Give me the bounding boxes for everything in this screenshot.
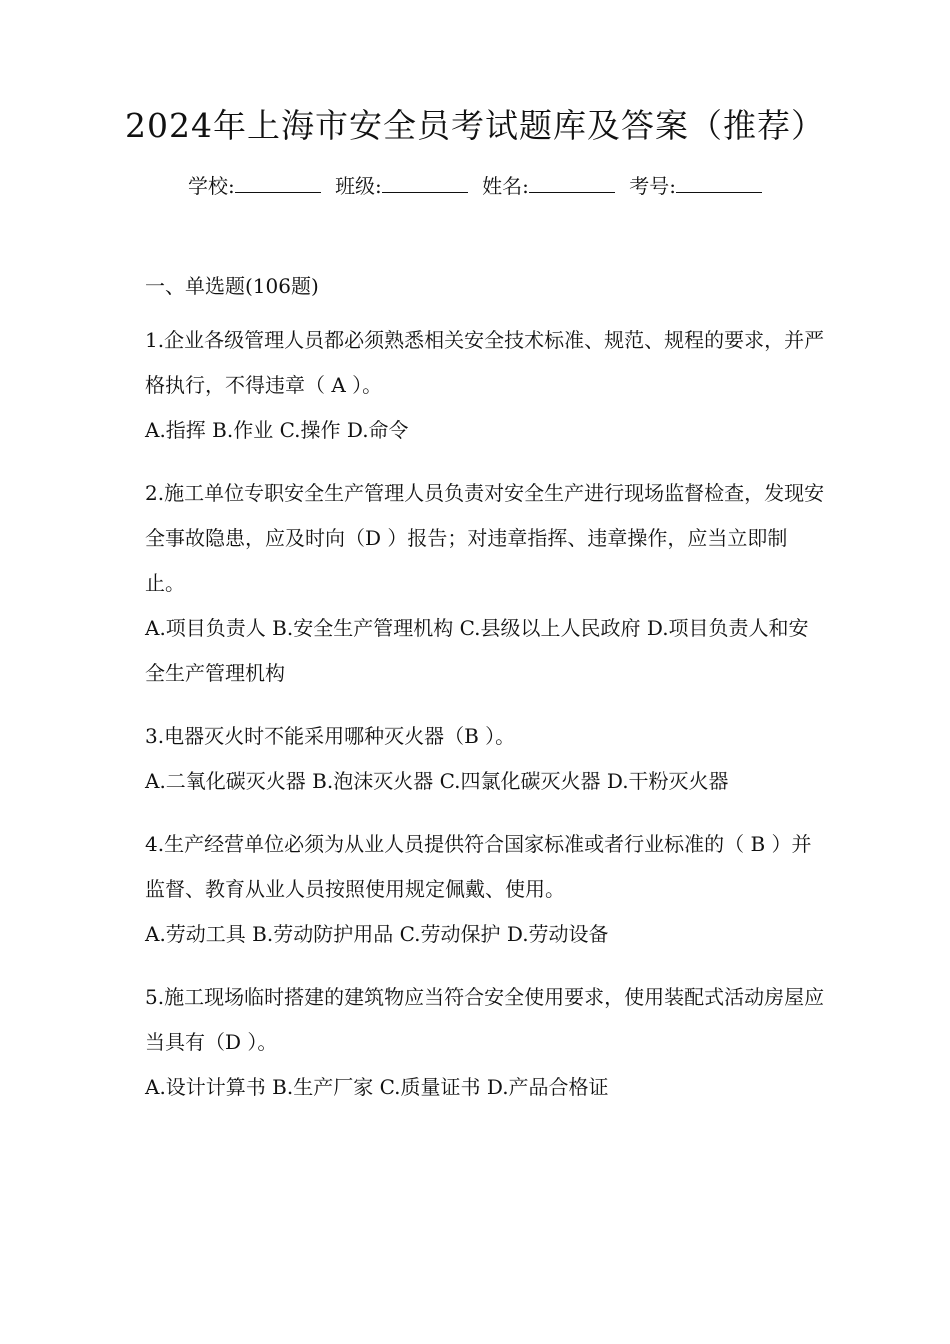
exam-number-label: 考号: bbox=[629, 174, 677, 198]
question-options: A.项目负责人 B.安全生产管理机构 C.县级以上人民政府 D.项目负责人和安全生产管理机构 bbox=[145, 616, 809, 685]
question-item bbox=[145, 318, 825, 453]
class-label: 班级: bbox=[335, 174, 382, 198]
question-stem: 5.施工现场临时搭建的建筑物应当符合安全使用要求，使用装配式活动房屋应当具有（D ）。 bbox=[145, 985, 825, 1054]
question-options: A.劳动工具 B.劳动防护用品 C.劳动保护 D.劳动设备 bbox=[145, 922, 609, 946]
section-heading: 一、单选题(106题) bbox=[145, 274, 319, 298]
name-label: 姓名: bbox=[482, 174, 529, 198]
question-options: A.设计计算书 B.生产厂家 C.质量证书 D.产品合格证 bbox=[145, 1075, 609, 1099]
question-stem: 2.施工单位专职安全生产管理人员负责对安全生产进行现场监督检查，发现安全事故隐患，应及时向（D ）报告；对违章指挥、违章操作，应当立即制止。 bbox=[145, 481, 825, 595]
question-content bbox=[145, 268, 825, 1128]
class-blank[interactable] bbox=[382, 170, 468, 193]
question-item bbox=[145, 975, 825, 1110]
question-stem: 4.生产经营单位必须为从业人员提供符合国家标准或者行业标准的（ B ）并监督、教育从业人员按照使用规定佩戴、使用。 bbox=[145, 832, 812, 901]
document-title: 2024年上海市安全员考试题库及答案（推荐） bbox=[125, 106, 825, 145]
exam-number-field bbox=[629, 174, 762, 198]
school-field bbox=[188, 174, 327, 198]
name-field bbox=[482, 174, 621, 198]
question-stem: 1.企业各级管理人员都必须熟悉相关安全技术标准、规范、规程的要求，并严格执行，不得违章（ A ）。 bbox=[145, 328, 825, 397]
question-item bbox=[145, 471, 825, 696]
question-item bbox=[145, 822, 825, 957]
school-label: 学校: bbox=[187, 174, 235, 198]
question-stem: 3.电器灭火时不能采用哪种灭火器（B ）。 bbox=[145, 724, 516, 748]
exam-number-blank[interactable] bbox=[676, 170, 762, 193]
question-item bbox=[145, 714, 825, 804]
class-field bbox=[335, 174, 474, 198]
student-info-line bbox=[0, 170, 950, 202]
school-blank[interactable] bbox=[235, 170, 321, 193]
name-blank[interactable] bbox=[529, 170, 615, 193]
question-options: A.二氧化碳灭火器 B.泡沫灭火器 C.四氯化碳灭火器 D.干粉灭火器 bbox=[145, 769, 729, 793]
question-options: A.指挥 B.作业 C.操作 D.命令 bbox=[145, 418, 409, 442]
